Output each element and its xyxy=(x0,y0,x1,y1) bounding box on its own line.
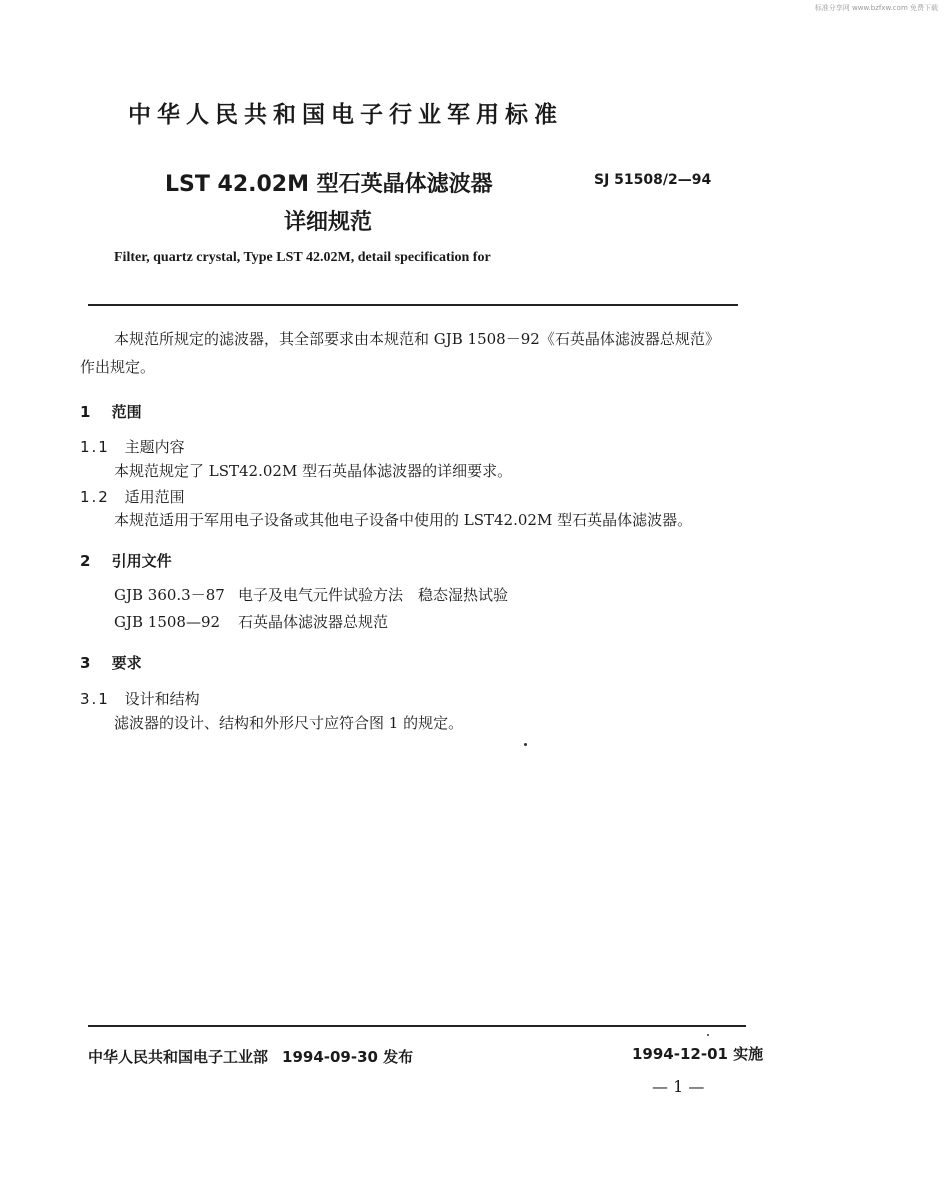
effective-date: 1994-12-01 实施 xyxy=(632,1045,764,1063)
section-title: 范围 xyxy=(111,403,142,421)
doc-subtitle: 详细规范 xyxy=(284,210,373,235)
intro-line-1: 本规范所规定的滤波器，其全部要求由本规范和 GJB 1508－92《石英晶体滤波器总规范》 xyxy=(114,330,720,348)
section-1-1-heading xyxy=(80,436,185,457)
standard-code: SJ 51508/2—94 xyxy=(594,172,712,188)
section-title: 主题内容 xyxy=(124,438,185,456)
section-title: 引用文件 xyxy=(111,552,172,570)
doc-title: LST 42.02M 型石英晶体滤波器 xyxy=(165,172,493,197)
page-number: — 1 — xyxy=(652,1077,705,1096)
watermark: 标准分享网 www.bzfxw.com 免费下载 xyxy=(814,4,938,12)
section-2-heading xyxy=(80,550,172,571)
issuer-name: 中华人民共和国电子工业部 xyxy=(88,1048,269,1066)
footer-divider xyxy=(88,1025,746,1027)
reference-code: GJB 1508—92 xyxy=(114,613,221,631)
section-number: 3 xyxy=(80,654,93,672)
section-1-2-body: 本规范适用于军用电子设备或其他电子设备中使用的 LST42.02M 型石英晶体滤波器。 xyxy=(114,511,693,529)
section-number: 2 xyxy=(80,552,93,570)
section-1-2-heading xyxy=(80,486,185,507)
reference-item xyxy=(114,611,388,632)
intro-line-2: 作出规定。 xyxy=(80,358,156,376)
header-divider xyxy=(88,304,738,306)
scan-speck xyxy=(524,743,527,746)
section-3-heading xyxy=(80,652,142,673)
section-number: 3.1 xyxy=(80,690,110,708)
section-title: 要求 xyxy=(111,654,142,672)
section-1-heading xyxy=(80,401,142,422)
section-number: 1 xyxy=(80,403,93,421)
section-3-1-body: 滤波器的设计、结构和外形尺寸应符合图 1 的规定。 xyxy=(114,714,464,732)
reference-title: 电子及电气元件试验方法 稳态湿热试验 xyxy=(238,586,509,604)
reference-item xyxy=(114,584,508,605)
reference-title: 石英晶体滤波器总规范 xyxy=(238,613,389,631)
section-title: 设计和结构 xyxy=(124,690,200,708)
scan-speck xyxy=(707,1034,709,1036)
footer-issuer xyxy=(88,1046,413,1067)
section-number: 1.2 xyxy=(80,488,110,506)
section-title: 适用范围 xyxy=(124,488,185,506)
issue-date: 1994-09-30 发布 xyxy=(282,1048,414,1066)
section-number: 1.1 xyxy=(80,438,110,456)
org-title: 中华人民共和国电子行业军用标准 xyxy=(128,102,563,128)
section-1-1-body: 本规范规定了 LST42.02M 型石英晶体滤波器的详细要求。 xyxy=(114,462,513,480)
section-3-1-heading xyxy=(80,688,200,709)
reference-code: GJB 360.3－87 xyxy=(114,586,225,604)
english-title: Filter, quartz crystal, Type LST 42.02M, detail specification for xyxy=(114,250,491,265)
